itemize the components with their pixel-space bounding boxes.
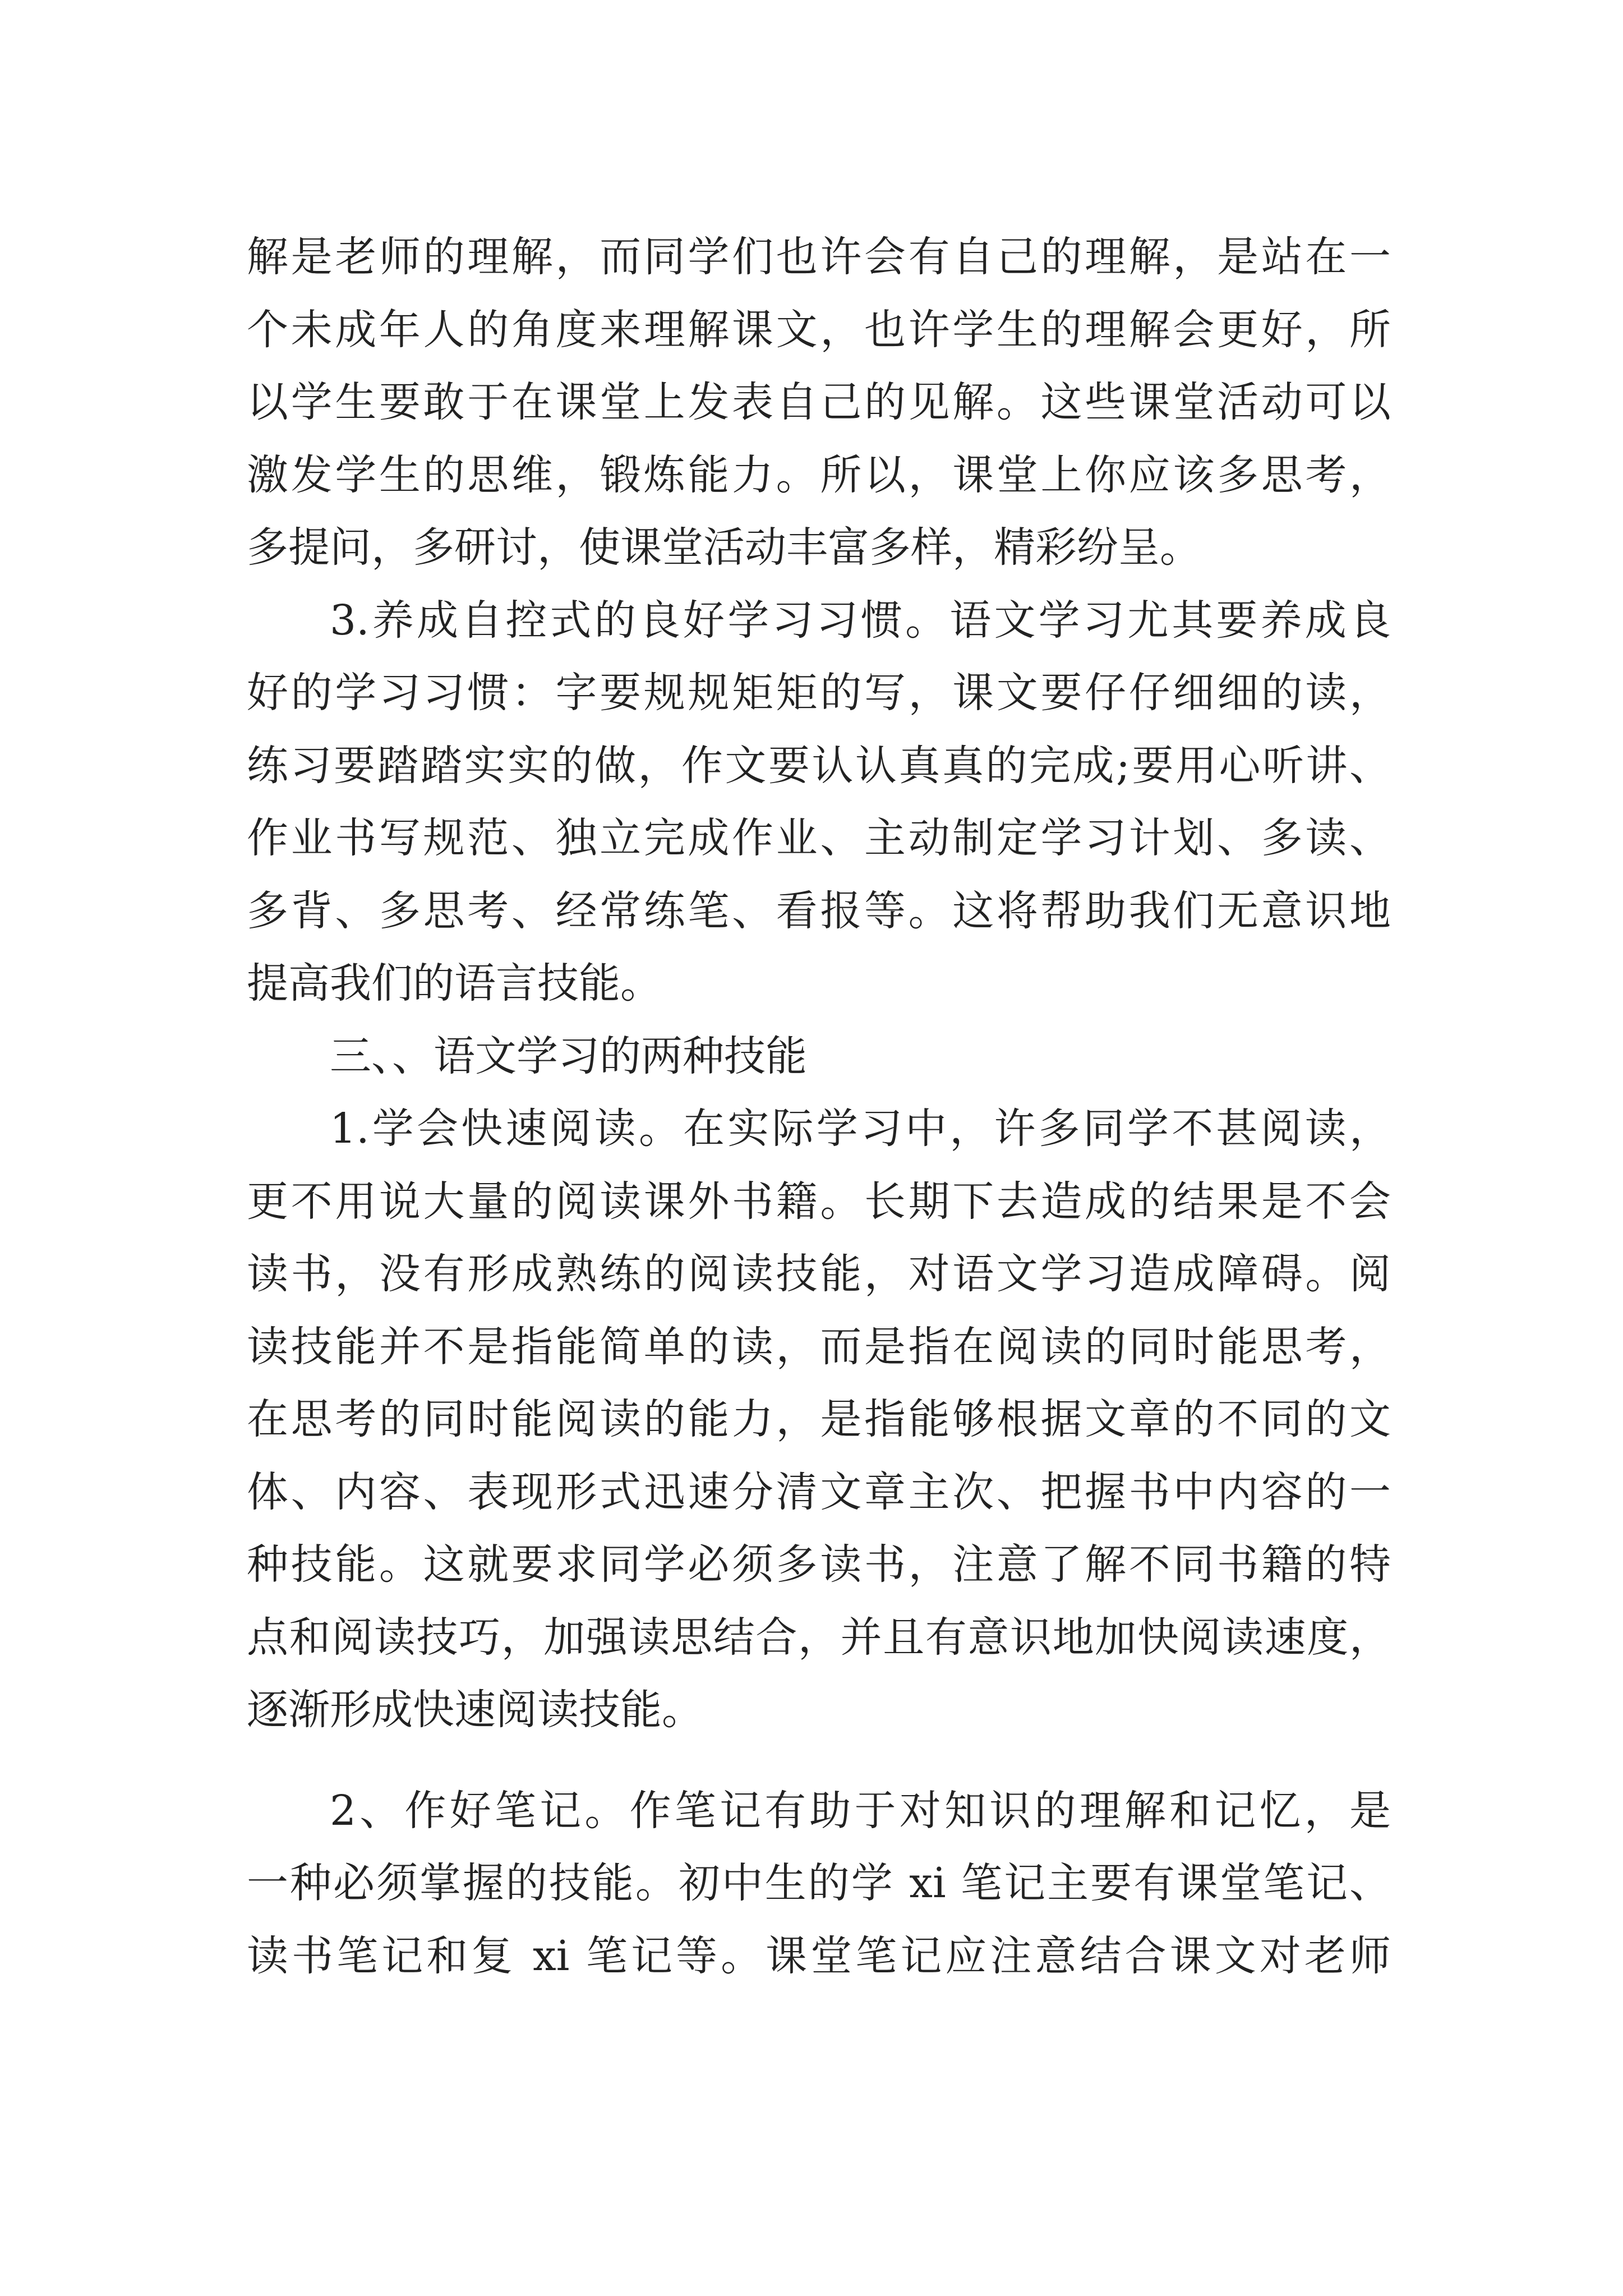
text-line: 更不用说大量的阅读课外书籍。长期下去造成的结果是不会 <box>247 1177 1391 1226</box>
text-line: 好的学习习惯：字要规规矩矩的写，课文要仔仔细细的读， <box>247 669 1391 717</box>
text-line: 体、内容、表现形式迅速分清文章主次、把握书中内容的一 <box>247 1468 1391 1516</box>
section-heading: 三、、语文学习的两种技能 <box>330 1032 807 1080</box>
text-line: 读技能并不是指能简单的读，而是指在阅读的同时能思考， <box>247 1323 1391 1371</box>
text-line: 读书笔记和复 xi 笔记等。课堂笔记应注意结合课文对老师 <box>247 1932 1391 1980</box>
text-line: 个未成年人的角度来理解课文，也许学生的理解会更好，所 <box>247 306 1391 354</box>
text-line: 作业书写规范、独立完成作业、主动制定学习计划、多读、 <box>247 814 1391 862</box>
text-line: 种技能。这就要求同学必须多读书，注意了解不同书籍的特 <box>247 1540 1391 1589</box>
text-line: 以学生要敢于在课堂上发表自己的见解。这些课堂活动可以 <box>247 378 1391 426</box>
text-line: 在思考的同时能阅读的能力，是指能够根据文章的不同的文 <box>247 1395 1391 1443</box>
text-line: 解是老师的理解，而同学们也许会有自己的理解，是站在一 <box>247 233 1391 281</box>
paragraph-start-line: 3.养成自控式的良好学习习惯。语文学习尤其要养成良 <box>330 596 1391 645</box>
text-line: 读书，没有形成熟练的阅读技能，对语文学习造成障碍。阅 <box>247 1250 1391 1298</box>
text-line: 多提问，多研讨，使课堂活动丰富多样，精彩纷呈。 <box>247 523 1201 572</box>
paragraph-start-line: 2、作好笔记。作笔记有助于对知识的理解和记忆，是 <box>330 1787 1391 1835</box>
text-line: 点和阅读技巧，加强读思结合，并且有意识地加快阅读速度， <box>247 1613 1391 1662</box>
paragraph-start-line: 1.学会快速阅读。在实际学习中，许多同学不甚阅读， <box>330 1105 1391 1153</box>
text-line: 激发学生的思维，锻炼能力。所以，课堂上你应该多思考， <box>247 451 1391 499</box>
text-line: 提高我们的语言技能。 <box>247 959 662 1007</box>
text-line: 逐渐形成快速阅读技能。 <box>247 1686 703 1734</box>
text-line: 一种必须掌握的技能。初中生的学 xi 笔记主要有课堂笔记、 <box>247 1859 1391 1907</box>
text-line: 练习要踏踏实实的做，作文要认认真真的完成;要用心听讲、 <box>247 742 1391 790</box>
text-line: 多背、多思考、经常练笔、看报等。这将帮助我们无意识地 <box>247 887 1391 935</box>
